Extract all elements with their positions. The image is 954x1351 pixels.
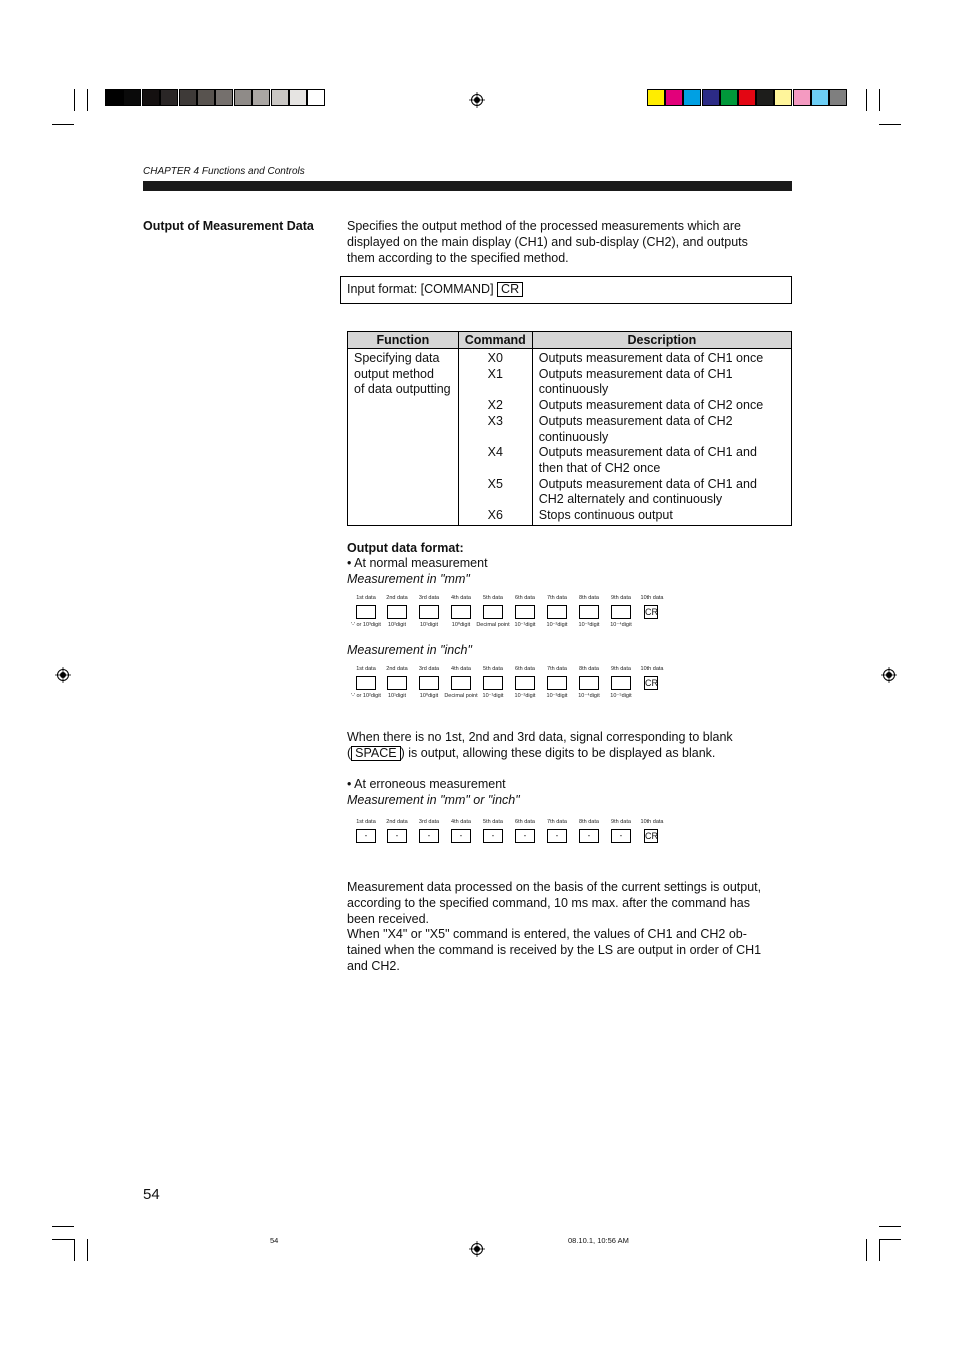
- data-box: [547, 605, 567, 619]
- intro-line: Specifies the output method of the processed measurements which are: [347, 219, 741, 233]
- data-box: [547, 676, 567, 690]
- function-table: [347, 331, 792, 526]
- inch-title: Measurement in "inch": [347, 643, 472, 657]
- color-swatch: [774, 89, 792, 106]
- digit-label: '-' or 10²digit: [351, 693, 381, 699]
- footer-left: 54: [270, 1236, 279, 1245]
- gray-swatch: [160, 89, 178, 106]
- data-position-label: 10th data: [640, 595, 664, 601]
- cr-terminator: CR: [645, 831, 658, 841]
- data-box: [356, 605, 376, 619]
- color-swatch: [702, 89, 720, 106]
- data-box: -: [387, 829, 407, 843]
- color-swatch: [665, 89, 683, 106]
- data-box: [515, 676, 535, 690]
- digit-label: 10⁻³digit: [546, 693, 568, 699]
- section-title: Output of Measurement Data: [143, 219, 314, 233]
- digit-label: 10¹digit: [387, 693, 407, 699]
- data-position-label: 2nd data: [386, 819, 408, 825]
- mm-title: Measurement in "mm": [347, 572, 470, 586]
- data-box: -: [579, 829, 599, 843]
- input-format-label: Input format: [COMMAND]: [347, 282, 494, 296]
- data-position-label: 3rd data: [418, 666, 440, 672]
- digit-label: 10¹digit: [419, 622, 439, 628]
- data-box: -: [356, 829, 376, 843]
- data-position-label: 7th data: [547, 595, 567, 601]
- data-position-label: 4th data: [451, 819, 471, 825]
- color-swatch: [647, 89, 665, 106]
- cr-terminator: CR: [645, 678, 658, 688]
- intro-line: them according to the specified method.: [347, 250, 569, 265]
- color-swatch: [793, 89, 811, 106]
- registration-mark-icon: [469, 1241, 485, 1257]
- data-position-label: 5th data: [483, 666, 503, 672]
- data-box: [611, 676, 631, 690]
- input-format-box: [340, 276, 792, 304]
- data-box: [451, 605, 471, 619]
- gray-swatch: [123, 89, 141, 106]
- data-position-label: 4th data: [451, 595, 471, 601]
- data-position-label: 6th data: [515, 595, 535, 601]
- data-position-label: 7th data: [547, 666, 567, 672]
- data-position-label: 4th data: [451, 666, 471, 672]
- error-title: Measurement in "mm" or "inch": [347, 793, 520, 807]
- gray-swatch: [252, 89, 270, 106]
- data-box: [387, 676, 407, 690]
- data-box: [515, 605, 535, 619]
- gray-swatch: [307, 89, 325, 106]
- color-swatch: [738, 89, 756, 106]
- digit-label: 10²digit: [387, 622, 407, 628]
- closing-paragraph: Measurement data processed on the basis of the current settings is output, according to the specified command, 10 ms max. after the command has been received. When "X4" or "X5" command is entered, the values of CH1 and CH2 ob- tained when the command is received by the LS are output in order of CH1 and CH2.: [347, 880, 762, 973]
- digit-label: 10⁻¹digit: [482, 693, 504, 699]
- color-swatch: [756, 89, 774, 106]
- data-box: [579, 605, 599, 619]
- normal-measurement-bullet: • At normal measurement: [347, 556, 488, 570]
- data-box: [419, 605, 439, 619]
- column-header: Command: [458, 332, 532, 349]
- data-position-label: 5th data: [483, 595, 503, 601]
- data-position-label: 1st data: [356, 819, 376, 825]
- digit-label: 10⁻⁴digit: [610, 622, 632, 628]
- gray-swatch: [179, 89, 197, 106]
- cr-terminator: CR: [645, 607, 658, 617]
- data-box: [483, 605, 503, 619]
- digit-label: Decimal point: [476, 622, 510, 628]
- data-position-label: 9th data: [611, 819, 631, 825]
- color-swatch: [720, 89, 738, 106]
- color-swatch: [811, 89, 829, 106]
- data-box: [579, 676, 599, 690]
- data-position-label: 6th data: [515, 819, 535, 825]
- data-position-label: 9th data: [611, 595, 631, 601]
- data-position-label: 9th data: [611, 666, 631, 672]
- gray-swatch: [271, 89, 289, 106]
- data-box: [419, 676, 439, 690]
- registration-mark-icon: [881, 667, 897, 683]
- gray-swatch: [234, 89, 252, 106]
- color-swatch: [683, 89, 701, 106]
- data-box: [611, 605, 631, 619]
- digit-label: 10⁻⁵digit: [610, 693, 632, 699]
- data-box: -: [547, 829, 567, 843]
- chapter-header: CHAPTER 4 Functions and Controls: [143, 166, 305, 177]
- function-cell: Specifying data output method of data outputting: [348, 349, 459, 526]
- table-header-row: [348, 332, 792, 349]
- data-position-label: 8th data: [579, 595, 599, 601]
- cr-key: CR: [497, 282, 523, 297]
- digit-label: 10⁰digit: [451, 622, 471, 628]
- digit-label: Decimal point: [444, 693, 478, 699]
- error-measurement-bullet: • At erroneous measurement: [347, 777, 506, 791]
- gray-swatch: [215, 89, 233, 106]
- data-position-label: 10th data: [640, 819, 664, 825]
- column-header: Description: [532, 332, 791, 349]
- data-position-label: 3rd data: [418, 595, 440, 601]
- digit-label: 10⁻⁴digit: [578, 693, 600, 699]
- space-key: SPACE: [351, 746, 400, 761]
- data-position-label: 1st data: [356, 666, 376, 672]
- column-header: Function: [348, 332, 459, 349]
- intro-paragraph: [347, 219, 792, 266]
- data-box: -: [419, 829, 439, 843]
- gray-swatch: [105, 89, 123, 106]
- digit-label: 10⁻²digit: [546, 622, 568, 628]
- command-cell: X0 X1 X2 X3 X4 X5 X6: [458, 349, 532, 526]
- data-position-label: 2nd data: [386, 666, 408, 672]
- output-format-title: Output data format:: [347, 541, 464, 555]
- table-row: [348, 349, 792, 526]
- page-number: 54: [143, 1186, 160, 1203]
- digit-label: 10⁻³digit: [578, 622, 600, 628]
- data-position-label: 2nd data: [386, 595, 408, 601]
- data-position-label: 5th data: [483, 819, 503, 825]
- digit-label: 10⁻²digit: [514, 693, 536, 699]
- footer-timestamp: 08.10.1, 10:56 AM: [568, 1236, 629, 1245]
- data-position-label: 8th data: [579, 666, 599, 672]
- digit-label: 10⁻¹digit: [514, 622, 536, 628]
- data-box: [451, 676, 471, 690]
- gray-swatch: [142, 89, 160, 106]
- header-rule: [143, 181, 792, 191]
- data-box: -: [515, 829, 535, 843]
- color-swatch: [829, 89, 847, 106]
- blank-note: When there is no 1st, 2nd and 3rd data, signal corresponding to blank ( SPACE ) is output, allowing these digits to be displayed as blank.: [347, 730, 733, 760]
- data-box: -: [483, 829, 503, 843]
- registration-mark-icon: [55, 667, 71, 683]
- digit-label: '-' or 10³digit: [351, 622, 381, 628]
- data-box: [483, 676, 503, 690]
- data-box: -: [611, 829, 631, 843]
- data-box: -: [451, 829, 471, 843]
- gray-swatch: [197, 89, 215, 106]
- data-box: [356, 676, 376, 690]
- data-position-label: 8th data: [579, 819, 599, 825]
- data-position-label: 10th data: [640, 666, 664, 672]
- data-position-label: 1st data: [356, 595, 376, 601]
- digit-label: 10⁰digit: [419, 693, 439, 699]
- data-box: [387, 605, 407, 619]
- data-position-label: 7th data: [547, 819, 567, 825]
- data-position-label: 3rd data: [418, 819, 440, 825]
- intro-line: displayed on the main display (CH1) and sub-display (CH2), and outputs: [347, 234, 748, 249]
- description-cell: Outputs measurement data of CH1 once Outputs measurement data of CH1 continuously Outputs measurement data of CH2 once Outputs measurement data of CH2 continuously Outputs measurement data of CH1 and then that of CH2 once Outputs measurement data of CH1 and CH2 alternately and continuously Stops continuous output: [532, 349, 791, 526]
- data-position-label: 6th data: [515, 666, 535, 672]
- registration-mark-icon: [469, 92, 485, 108]
- gray-swatch: [289, 89, 307, 106]
